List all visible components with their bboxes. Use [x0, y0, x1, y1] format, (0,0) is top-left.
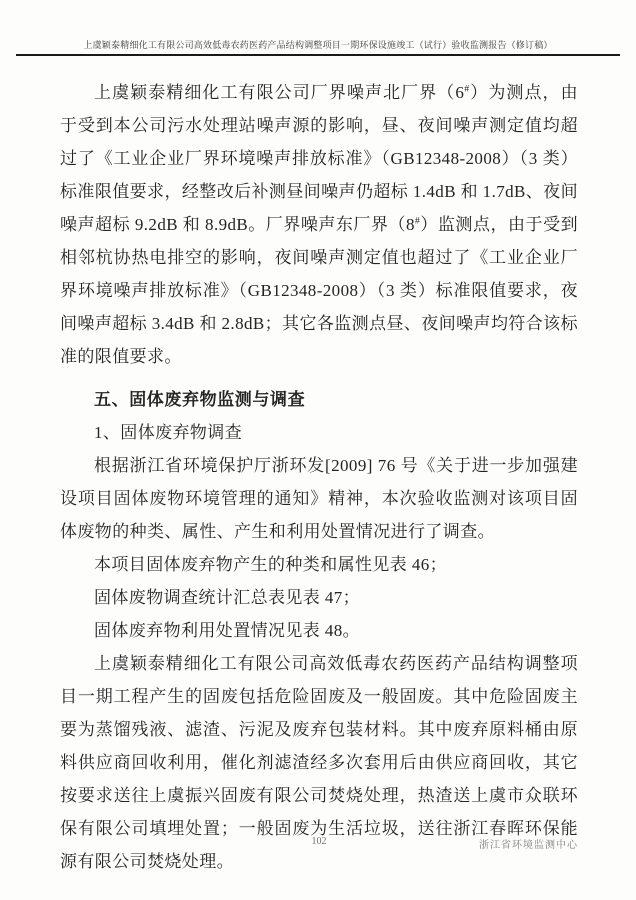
running-header — [16, 38, 620, 56]
noise-text-segment-3: ）监测点，由于受到相邻杭协热电排空的影响，夜间噪声测定值也超过了《工业企业厂界环境噪声排放标准》（GB12348-2008）（3 类）标准限值要求，夜间噪声超标 3.4dB 和 2.8dB；其它各监测点昼、夜间噪声均符合该标准的限值要求。 — [60, 215, 578, 366]
noise-text-segment-1: 上虞颖泰精细化工有限公司厂界噪声北厂界（6 — [94, 83, 465, 102]
document-body — [0, 56, 636, 878]
paragraph-table47-reference: 固体废物调查统计汇总表见表 47； — [94, 588, 361, 607]
superscript-hash-8: # — [414, 215, 421, 227]
footer-organization: 浙江省环境监测中心 — [479, 840, 578, 851]
page-footer — [60, 836, 578, 852]
paragraph-table46-reference: 本项目固体废弃物产生的种类和属性见表 46； — [94, 555, 448, 574]
page-number: 102 — [311, 836, 327, 847]
section-heading-solid-waste: 五、固体废弃物监测与调查 — [94, 390, 306, 409]
paragraph-waste-disposal-detail: 上虞颖泰精细化工有限公司高效低毒农药医药产品结构调整项目一期工程产生的固废包括危险固废及一般固废。其中危险固废主要为蒸馏残液、滤渣、污泥及废弃包装材料。其中废弃原料桶由原料供应商回收利用，催化剂滤渣经多次套用后由供应商回收，其它按要求送往上虞振兴固废有限公司焚烧处理，热渣送上虞市众联环保有限公司填埋处置；一般固废为生活垃圾，送往浙江春晖环保能源有限公司焚烧处理。 — [60, 654, 578, 871]
running-header-title: 上虞颖泰精细化工有限公司高效低毒农药医药产品结构调整项目一期环保设施竣工（试行）验收监测报告（修订稿） — [83, 40, 553, 50]
superscript-hash-6: # — [464, 83, 470, 95]
noise-text-segment-2: ）为测点，由于受到本公司污水处理站噪声源的影响，昼、夜间噪声测定值均超过了《工业企业厂界环境噪声排放标准》（GB12348-2008）（3 类）标准限值要求，经整改后补测昼间噪声仍超标 1.4dB 和 1.7dB、夜间噪声超标 9.2dB 和 8.9dB。厂界噪声东厂界（8 — [60, 83, 578, 234]
paragraph-noise-summary — [60, 76, 578, 373]
paragraph-survey-basis: 根据浙江省环境保护厅浙环发[2009] 76 号《关于进一步加强建设项目固体废物环境管理的通知》精神，本次验收监测对该项目固体废物的种类、属性、产生和利用处置情况进行了调查。 — [60, 456, 578, 541]
subsection-heading-waste-survey: 1、固体废弃物调查 — [94, 423, 243, 442]
scanned-content — [0, 38, 636, 878]
paragraph-table48-reference: 固体废弃物利用处置情况见表 48。 — [94, 621, 361, 640]
